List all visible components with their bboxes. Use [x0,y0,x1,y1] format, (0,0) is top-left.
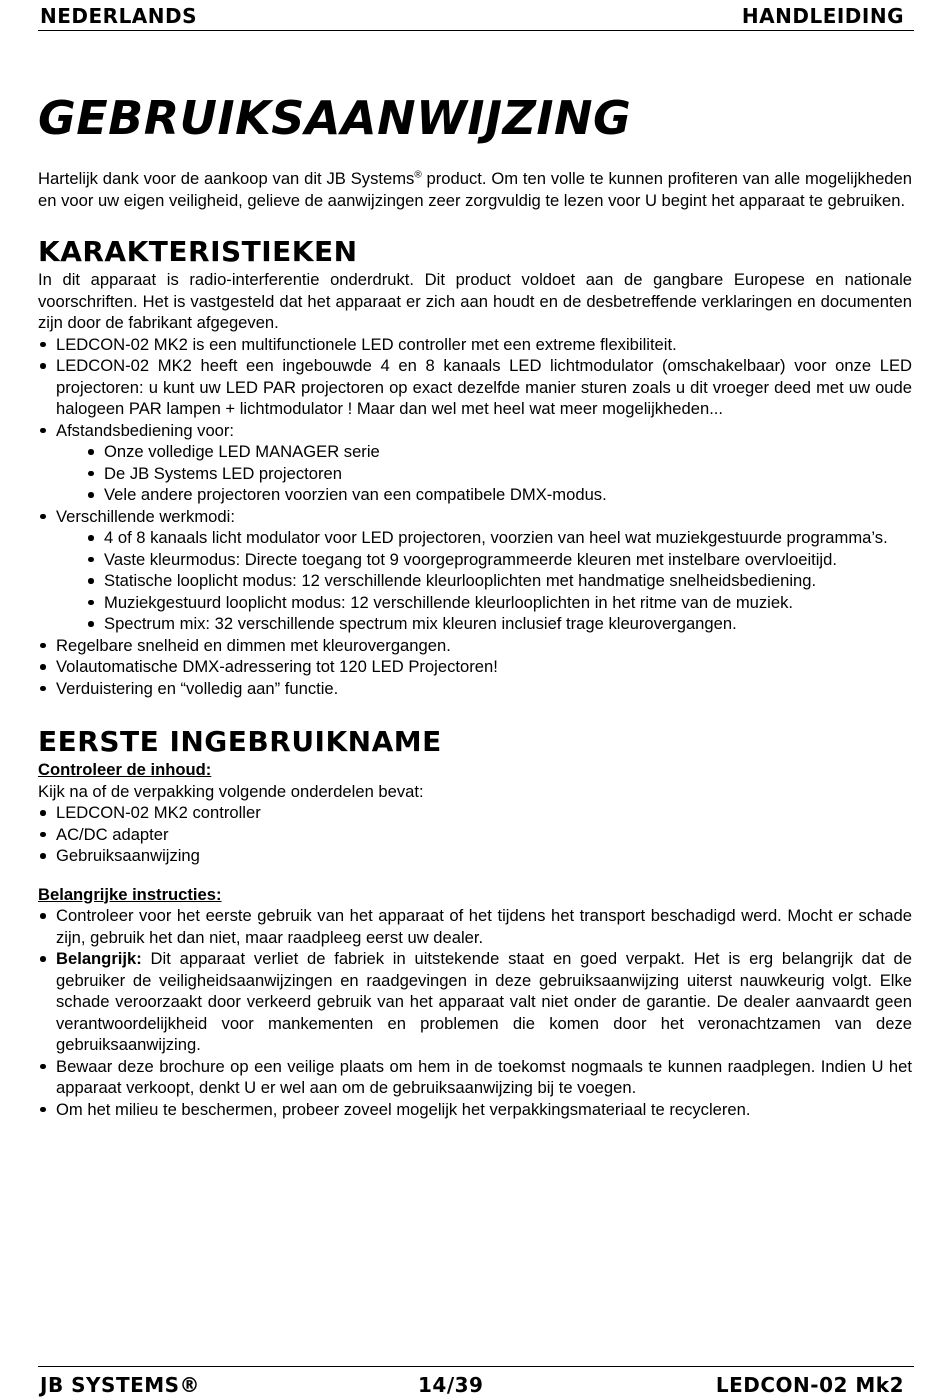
list-item: Verduistering en “volledig aan” functie. [38,678,912,700]
list-item: AC/DC adapter [38,824,912,846]
page-footer [38,1366,914,1397]
intro-text-2: product. Om ten volle te kunnen profiteren van alle mogelijkheden en voor uw eigen veiligheid, gelieve de aanwijzingen zeer zorgvuldig te lezen voor U begint het apparaat te gebruiken. [38,169,912,210]
list-item: Bewaar deze brochure op een veilige plaats om hem in de toekomst nogmaals te kunnen raadplegen. Indien U het apparaat verkoopt, denkt U er wel aan om de gebruiksaanwijzing bij te voegen. [38,1056,912,1099]
intro-paragraph [38,168,912,211]
list-item: LEDCON-02 MK2 heeft een ingebouwde 4 en 8 kanaals LED lichtmodulator (omschakelbaar) voor onze LED projectoren: u kunt uw LED PAR projectoren op exact dezelfde manier sturen zoals u dit vroeger deed met uw oude halogeen PAR lampen + lichtmodulator ! Maar dan wel met heel wat meer mogelijkheden... [38,355,912,420]
features-list [38,334,912,700]
intro-text-1: Hartelijk dank voor de aankoop van dit JB Systems [38,169,415,188]
check-contents-intro: Kijk na of de verpakking volgende onderdelen bevat: [38,781,424,801]
page-title: GEBRUIKSAANWIJZING [38,91,632,145]
list-item: Muziekgestuurd looplicht modus: 12 verschillende kleurlooplichten in het ritme van de muziek. [86,592,912,614]
footer-page-number: 14/39 [418,1373,484,1397]
package-contents-list [38,802,912,867]
list-item: Onze volledige LED MANAGER serie [86,441,912,463]
list-item: De JB Systems LED projectoren [86,463,912,485]
check-contents-heading: Controleer de inhoud: [38,760,212,779]
list-item: Om het milieu te beschermen, probeer zoveel mogelijk het verpakkingsmateriaal te recycleren. [38,1099,912,1121]
important-text: Dit apparaat verliet de fabriek in uitstekende staat en goed verpakt. Het is erg belangrijk dat de gebruiker de veiligheidsaanwijzingen en raadgevingen in deze gebruiksaanwijzing uiterst nauwkeurig volgt. Elke schade veroorzaakt door verkeerd gebruik van het apparaat valt niet onder de garantie. De dealer aanvaardt geen verantwoordelijkheid voor mankementen en problemen die komen door het veronachtzamen van deze gebruiksaanwijzing. [56,949,912,1054]
list-item: LEDCON-02 MK2 is een multifunctionele LED controller met een extreme flexibiliteit. [38,334,912,356]
features-heading: KARAKTERISTIEKEN [38,235,358,268]
list-item-label: Verschillende werkmodi: [56,506,235,526]
page-content [38,86,912,1120]
list-item: Vaste kleurmodus: Directe toegang tot 9 voorgeprogrammeerde kleuren met instelbare overvloeitijd. [86,549,912,571]
header-language: NEDERLANDS [40,4,198,28]
list-item: Spectrum mix: 32 verschillende spectrum mix kleuren inclusief trage kleurovergangen. [86,613,912,635]
remote-control-list [86,441,912,506]
list-item [38,420,912,506]
list-item: Gebruiksaanwijzing [38,845,912,867]
list-item: Vele andere projectoren voorzien van een compatibele DMX-modus. [86,484,912,506]
page-header [38,2,914,31]
list-item: Volautomatische DMX-adressering tot 120 LED Projectoren! [38,656,912,678]
list-item [38,948,912,1056]
list-item: Statische looplicht modus: 12 verschillende kleurlooplichten met handmatige snelheidsbediening. [86,570,912,592]
list-item [38,506,912,635]
instructions-list [38,905,912,1120]
header-doc-type: HANDLEIDING [741,4,904,28]
footer-brand: JB SYSTEMS® [40,1373,201,1397]
list-item-label: Afstandsbediening voor: [56,420,235,440]
features-intro: In dit apparaat is radio-interferentie onderdrukt. Dit product voldoet aan de gangbare Europese en nationale voorschriften. Het is vastgesteld dat het apparaat er zich aan houdt en de desbetreffende verklaringen en documenten zijn door de fabrikant afgegeven. [38,270,912,332]
work-modes-list [86,527,912,635]
list-item: 4 of 8 kanaals licht modulator voor LED projectoren, voorzien van heel wat muziekgestuurde programma’s. [86,527,912,549]
list-item: Regelbare snelheid en dimmen met kleurovergangen. [38,635,912,657]
important-label: Belangrijk: [56,949,142,968]
list-item: Controleer voor het eerste gebruik van het apparaat of het tijdens het transport beschadigd werd. Mocht er schade zijn, gebruik het dan niet, maar raadpleeg eerst uw dealer. [38,905,912,948]
important-instructions-heading: Belangrijke instructies: [38,884,222,904]
footer-model: LEDCON-02 Mk2 [715,1373,904,1397]
registered-mark: ® [414,169,422,181]
first-use-heading: EERSTE INGEBRUIKNAME [38,725,442,758]
list-item: LEDCON-02 MK2 controller [38,802,912,824]
